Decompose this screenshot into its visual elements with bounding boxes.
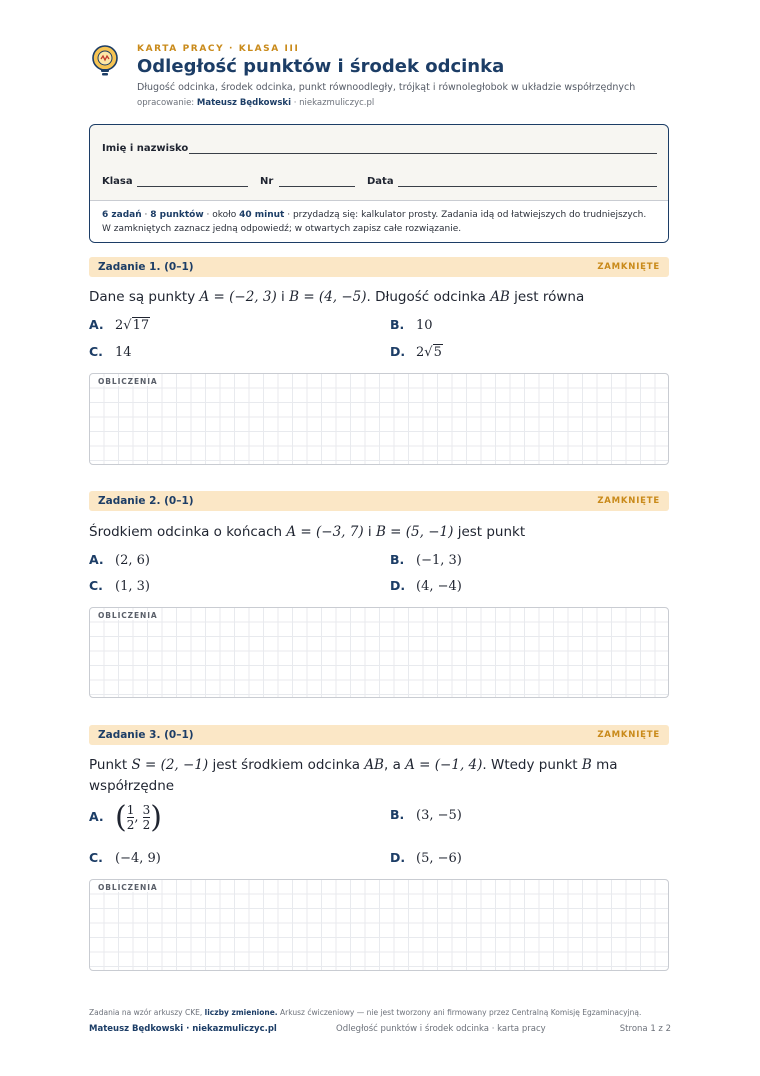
footer-author-link[interactable]: Mateusz Będkowski · niekazmuliczyc.pl bbox=[89, 1024, 277, 1034]
comma: , bbox=[134, 810, 143, 825]
option-value: 2 bbox=[115, 318, 124, 333]
date-label: Data bbox=[367, 176, 394, 187]
task-3-option-b[interactable] bbox=[390, 807, 462, 823]
task-1-option-c[interactable] bbox=[89, 344, 132, 360]
page-number: Strona 1 z 2 bbox=[619, 1024, 671, 1034]
disclaimer-text: Arkusz ćwiczeniowy — nie jest tworzony ani firmowany przez Centralną Komisję Egzaminacyjną. bbox=[280, 1008, 642, 1017]
disclaimer-bold: liczby zmienione. bbox=[204, 1008, 278, 1017]
option-radicand: 17 bbox=[132, 318, 150, 333]
name-label: Imię i nazwisko bbox=[102, 143, 189, 154]
option-letter: A. bbox=[89, 809, 104, 824]
calc-label: OBLICZENIA bbox=[98, 883, 158, 892]
task-2-option-a[interactable] bbox=[89, 552, 150, 568]
author-line bbox=[137, 98, 374, 108]
task-2-option-c[interactable] bbox=[89, 578, 150, 594]
task-3-header bbox=[89, 725, 669, 745]
option-value: 10 bbox=[416, 318, 433, 333]
q-math: A = (−2, 3) bbox=[199, 289, 277, 305]
q-math: B bbox=[581, 757, 592, 773]
option-letter: B. bbox=[390, 807, 405, 822]
task-3-option-a[interactable] bbox=[89, 800, 162, 835]
option-value: (1, 3) bbox=[115, 579, 150, 594]
task-1-title: Zadanie 1. (0–1) bbox=[98, 261, 194, 273]
q-math: A = (−3, 7) bbox=[286, 524, 364, 540]
option-letter: D. bbox=[390, 344, 406, 359]
option-letter: C. bbox=[89, 344, 103, 359]
task-1-option-a[interactable] bbox=[89, 317, 150, 333]
task-3-calc-area[interactable] bbox=[89, 879, 669, 971]
numerator: 3 bbox=[142, 803, 151, 817]
q-text: i bbox=[367, 524, 372, 540]
option-letter: C. bbox=[89, 850, 103, 865]
task-3-title: Zadanie 3. (0–1) bbox=[98, 729, 194, 741]
task-2-header bbox=[89, 491, 669, 511]
footer-title: Odległość punktów i środek odcinka · karta pracy bbox=[336, 1024, 546, 1034]
sqrt-sign: √ bbox=[123, 318, 132, 333]
task-2-calc-area[interactable] bbox=[89, 607, 669, 698]
q-text: . Długość odcinka bbox=[366, 289, 486, 305]
task-3-type: ZAMKNIĘTE bbox=[597, 730, 660, 740]
q-text: i bbox=[281, 289, 285, 305]
denominator: 2 bbox=[142, 818, 151, 832]
task-1-option-d[interactable] bbox=[390, 344, 443, 360]
task-1-question bbox=[89, 287, 649, 308]
author-site: · niekazmuliczyc.pl bbox=[293, 98, 375, 108]
q-text: . Wtedy punkt bbox=[482, 757, 578, 773]
option-letter: D. bbox=[390, 578, 406, 593]
time-prefix: około bbox=[212, 210, 237, 220]
q-text: ma współrzędne bbox=[89, 757, 618, 794]
task-count: 6 zadań bbox=[102, 210, 142, 220]
task-1-type: ZAMKNIĘTE bbox=[597, 262, 660, 272]
option-letter: A. bbox=[89, 317, 104, 332]
q-text: Punkt bbox=[89, 757, 128, 773]
footer-disclaimer bbox=[89, 1008, 641, 1017]
task-3-option-c[interactable] bbox=[89, 850, 161, 866]
q-math: S = (2, −1) bbox=[131, 757, 209, 773]
q-math: B = (4, −5) bbox=[289, 289, 367, 305]
calc-label: OBLICZENIA bbox=[98, 377, 158, 386]
task-2-question bbox=[89, 522, 649, 543]
sqrt-sign: √ bbox=[424, 345, 433, 360]
option-value: (−1, 3) bbox=[416, 553, 462, 568]
student-info-box bbox=[89, 124, 669, 243]
option-letter: B. bbox=[390, 317, 405, 332]
instructions-note: 6 zadań · 8 punktów · około 40 minut · przydadzą się: kalkulator prosty. Zadania idą od łatwiejszych do trudniejszych. W zamkniętych zaznacz jedną odpowiedź; w otwartych zapisz całe rozwiązanie. bbox=[90, 200, 668, 242]
option-letter: A. bbox=[89, 552, 104, 567]
nr-label: Nr bbox=[260, 176, 274, 187]
option-value: (5, −6) bbox=[416, 851, 462, 866]
task-2-option-b[interactable] bbox=[390, 552, 462, 568]
q-math: AB bbox=[490, 289, 510, 305]
option-value: (4, −4) bbox=[416, 579, 462, 594]
left-paren: ( bbox=[115, 800, 127, 835]
q-math: A = (−1, 4) bbox=[405, 757, 483, 773]
point-count: 8 punktów bbox=[150, 210, 204, 220]
disclaimer-text: Zadania na wzór arkuszy CKE, bbox=[89, 1008, 203, 1017]
option-letter: C. bbox=[89, 578, 103, 593]
worksheet-eyebrow: KARTA PRACY · KLASA III bbox=[137, 44, 300, 54]
q-text: jest równa bbox=[514, 289, 585, 305]
q-text: Dane są punkty bbox=[89, 289, 196, 305]
q-text: Środkiem odcinka o końcach bbox=[89, 524, 283, 540]
option-letter: D. bbox=[390, 850, 406, 865]
option-letter: B. bbox=[390, 552, 405, 567]
nr-field[interactable] bbox=[279, 186, 355, 187]
class-label: Klasa bbox=[102, 176, 133, 187]
task-1-option-b[interactable] bbox=[390, 317, 433, 333]
date-field[interactable] bbox=[398, 186, 657, 187]
option-value: 14 bbox=[115, 345, 132, 360]
q-math: AB bbox=[364, 757, 384, 773]
time-limit: 40 minut bbox=[239, 210, 285, 220]
page-subtitle: Długość odcinka, środek odcinka, punkt równoodległy, trójkąt i równoległobok w układzie współrzędnych bbox=[137, 82, 636, 93]
class-field[interactable] bbox=[137, 186, 248, 187]
numerator: 1 bbox=[126, 803, 135, 817]
option-value: (−4, 9) bbox=[115, 851, 161, 866]
task-1-header bbox=[89, 257, 669, 277]
task-2-title: Zadanie 2. (0–1) bbox=[98, 495, 194, 507]
calc-label: OBLICZENIA bbox=[98, 611, 158, 620]
task-2-type: ZAMKNIĘTE bbox=[597, 496, 660, 506]
instructions-text: · przydadzą się: kalkulator prosty. Zadania idą od łatwiejszych do trudniejszych. W zamkniętych zaznacz jedną odpowiedź; w otwartych zapisz całe rozwiązanie. bbox=[102, 210, 647, 234]
task-3-option-d[interactable] bbox=[390, 850, 462, 866]
option-value: 2 bbox=[416, 345, 425, 360]
q-math: B = (5, −1) bbox=[375, 524, 454, 540]
author-prefix: opracowanie: bbox=[137, 98, 195, 108]
denominator: 2 bbox=[126, 818, 135, 832]
q-text: jest środkiem odcinka bbox=[212, 757, 361, 773]
task-1-calc-area[interactable] bbox=[89, 373, 669, 465]
task-3-question bbox=[89, 755, 649, 797]
q-text: jest punkt bbox=[457, 524, 526, 540]
name-field[interactable] bbox=[189, 153, 657, 154]
q-text: , a bbox=[383, 757, 401, 773]
page-title: Odległość punktów i środek odcinka bbox=[137, 56, 505, 77]
option-value: (3, −5) bbox=[416, 808, 462, 823]
option-value: (2, 6) bbox=[115, 553, 150, 568]
option-radicand: 5 bbox=[433, 345, 442, 360]
task-2-option-d[interactable] bbox=[390, 578, 462, 594]
lightbulb-logo-icon bbox=[90, 44, 122, 78]
right-paren: ) bbox=[150, 800, 162, 835]
author-name: Mateusz Będkowski bbox=[196, 98, 292, 108]
